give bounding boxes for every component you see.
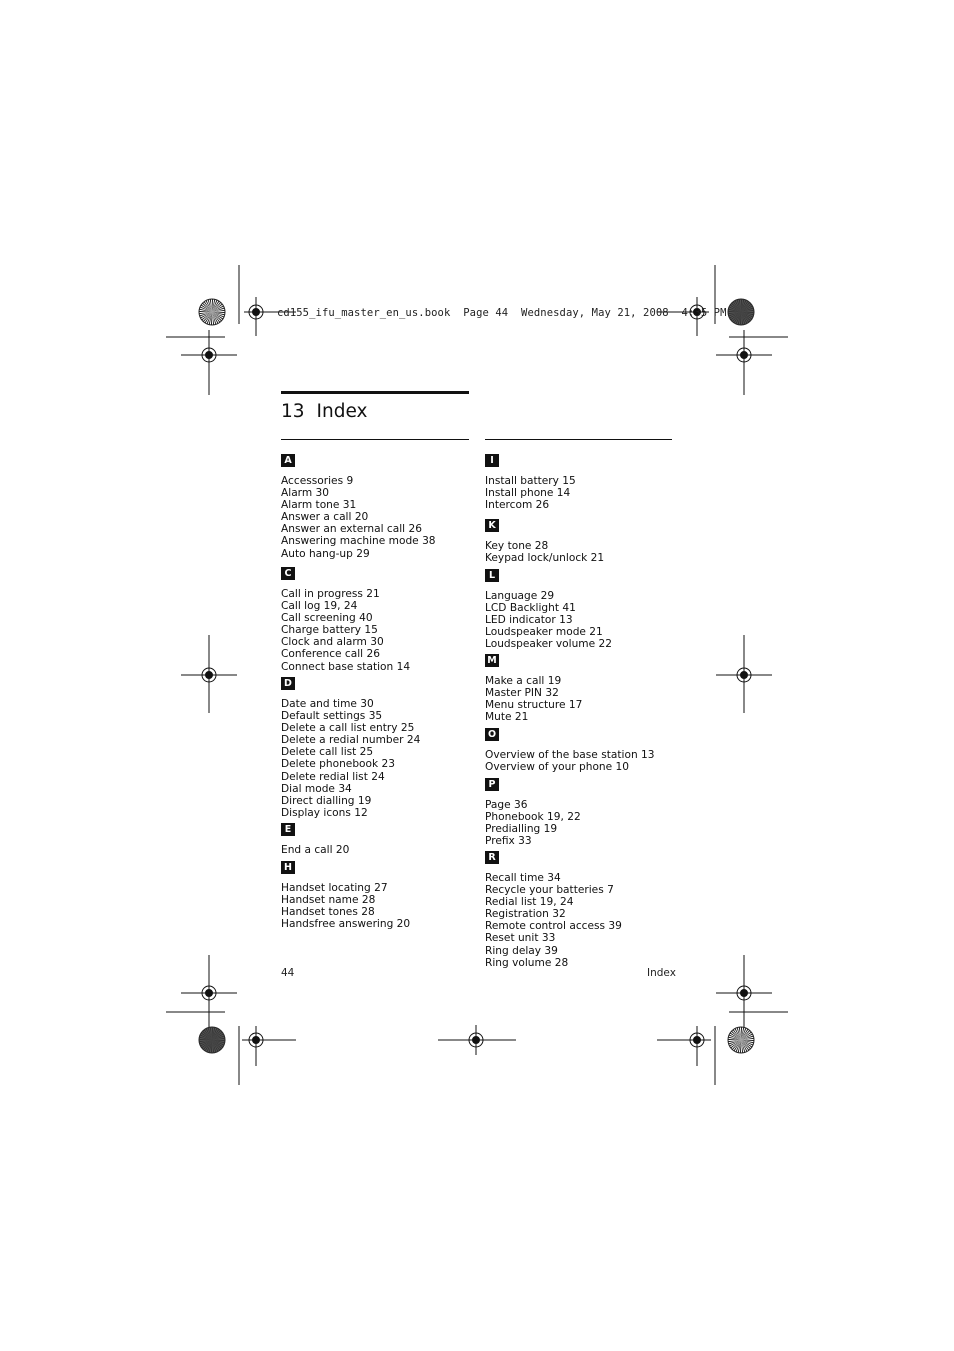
index-entry: Direct dialling 19	[281, 794, 372, 807]
left-column-rule	[281, 439, 469, 440]
chapter-number: 13	[281, 401, 305, 422]
index-entry: Overview of the base station 13	[485, 749, 655, 761]
index-entry: Intercom 26	[485, 499, 550, 512]
halftone-disc-mark	[199, 1027, 225, 1053]
index-entry: Loudspeaker mode 21	[485, 626, 603, 639]
index-entry: Accessories 9	[281, 475, 354, 487]
letter-badge: H	[281, 861, 295, 874]
index-entry-list	[281, 475, 436, 560]
index-entry: Delete a call list entry 25	[281, 722, 415, 735]
index-entry: Answer a call 20	[281, 511, 369, 524]
letter-badge: O	[485, 728, 499, 741]
index-entry-list	[485, 475, 576, 511]
index-entry: Delete redial list 24	[281, 770, 385, 783]
index-entry: Delete a redial number 24	[281, 734, 421, 747]
index-entry: Install battery 15	[485, 475, 576, 487]
index-entry-list	[281, 588, 410, 673]
letter-badge: C	[281, 567, 295, 580]
starburst-disc-mark	[728, 1027, 754, 1053]
halftone-disc-mark	[728, 299, 754, 325]
index-entry: Date and time 30	[281, 698, 374, 710]
index-entry-list	[485, 675, 582, 723]
index-entry: Auto hang-up 29	[281, 547, 370, 560]
index-entry: Ring delay 39	[485, 944, 558, 957]
index-entry: Handset name 28	[281, 894, 376, 907]
index-entry: LCD Backlight 41	[485, 602, 576, 615]
index-entry: Registration 32	[485, 908, 566, 921]
index-entry: Recycle your batteries 7	[485, 884, 614, 897]
index-entry: Language 29	[485, 590, 555, 602]
index-entry: Recall time 34	[485, 872, 561, 884]
index-entry: Clock and alarm 30	[281, 636, 384, 649]
index-entry: Mute 21	[485, 711, 529, 724]
index-entry: Remote control access 39	[485, 920, 622, 933]
print-slug: cd155_ifu_master_en_us.book Page 44 Wednesday, May 21, 2008 4:35 PM	[277, 307, 727, 319]
index-entry: Handset tones 28	[281, 906, 375, 919]
index-entry: Install phone 14	[485, 487, 571, 500]
index-entry-list	[485, 590, 612, 650]
index-entry: Handsfree answering 20	[281, 918, 411, 931]
index-entry: Keypad lock/unlock 21	[485, 552, 605, 565]
chapter-title: Index	[316, 401, 368, 422]
index-entry: LED indicator 13	[485, 614, 573, 627]
right-column-rule	[485, 439, 672, 440]
index-entry: Answering machine mode 38	[281, 535, 436, 548]
index-entry: Ring volume 28	[485, 956, 569, 969]
index-entry-list	[485, 799, 581, 847]
letter-badge: P	[485, 778, 499, 791]
letter-badge: I	[485, 454, 499, 467]
letter-badge: E	[281, 823, 295, 836]
index-entry: Predialling 19	[485, 823, 558, 836]
index-entry-list	[281, 882, 410, 930]
index-entry: Overview of your phone 10	[485, 761, 630, 774]
starburst-disc-mark	[199, 299, 225, 325]
chapter-heading	[281, 401, 367, 422]
index-entry: Dial mode 34	[281, 782, 352, 795]
letter-badge: L	[485, 569, 499, 582]
index-entry: Menu structure 17	[485, 699, 583, 712]
index-entry: Delete phonebook 23	[281, 758, 395, 771]
letter-badge: K	[485, 519, 499, 532]
index-entry: Default settings 35	[281, 710, 383, 723]
index-entry: Connect base station 14	[281, 660, 411, 673]
page-number: 44	[281, 967, 295, 979]
index-entry-list	[281, 698, 420, 819]
index-entry-list	[281, 844, 349, 856]
index-entry: End a call 20	[281, 844, 350, 856]
index-entry-list	[485, 872, 622, 969]
index-entry: Make a call 19	[485, 675, 562, 687]
index-entry-list	[485, 540, 604, 564]
letter-badge: R	[485, 851, 499, 864]
index-entry: Page 36	[485, 799, 528, 811]
chapter-rule	[281, 391, 469, 394]
index-entry: Delete call list 25	[281, 746, 374, 759]
letter-badge: M	[485, 654, 499, 667]
index-entry: Redial list 19, 24	[485, 896, 574, 909]
index-entry: Answer an external call 26	[281, 523, 422, 536]
index-entry: Conference call 26	[281, 648, 380, 661]
footer-section: Index	[647, 967, 676, 979]
index-entry: Call screening 40	[281, 612, 373, 625]
index-entry: Master PIN 32	[485, 687, 559, 700]
index-entry: Alarm 30	[281, 487, 330, 500]
index-entry: Call in progress 21	[281, 588, 380, 600]
index-entry: Key tone 28	[485, 540, 549, 552]
index-entry: Alarm tone 31	[281, 499, 357, 512]
index-entry-list	[485, 749, 655, 773]
index-entry: Display icons 12	[281, 806, 368, 819]
index-entry: Call log 19, 24	[281, 600, 358, 613]
index-entry: Handset locating 27	[281, 882, 388, 894]
index-entry: Loudspeaker volume 22	[485, 638, 612, 651]
index-entry: Prefix 33	[485, 835, 532, 848]
index-entry: Charge battery 15	[281, 624, 378, 637]
letter-badge: D	[281, 677, 295, 690]
letter-badge: A	[281, 454, 295, 467]
index-entry: Phonebook 19, 22	[485, 811, 581, 824]
index-entry: Reset unit 33	[485, 932, 556, 945]
